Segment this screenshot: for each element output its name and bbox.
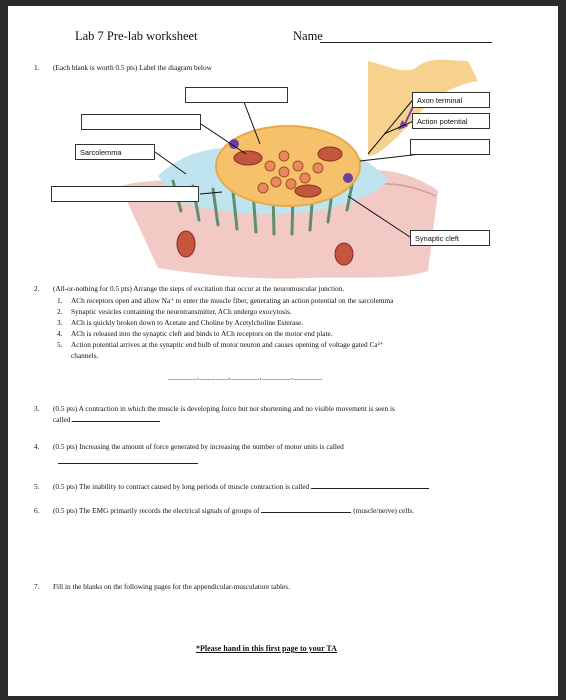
label-blank-top[interactable] xyxy=(185,87,288,103)
q2-step-text: ACh is quickly broken down to Acetate and Choline by Acetylcholine Esterase. xyxy=(71,318,304,327)
q2-text: (All-or-nothing for 0.5 pts) Arrange the steps of excitation that occur at the neuromuscular junction. xyxy=(53,284,345,293)
q5-answer-blank[interactable] xyxy=(311,488,429,489)
q2-answer-blanks[interactable]: _______,_______,_______,_______,_______ xyxy=(168,372,323,381)
q2-step-text: channels. xyxy=(71,351,99,360)
q1-number: 1. xyxy=(34,63,40,72)
q7-number: 7. xyxy=(34,582,40,591)
q1-text: (Each blank is worth 0.5 pts) Label the diagram below xyxy=(53,63,212,72)
q2-step-text: ACh receptors open and allow Na⁺ to enter the muscle fiber, generating an action potential on the sarcolemma xyxy=(71,296,394,305)
worksheet-title: Lab 7 Pre-lab worksheet xyxy=(75,29,198,43)
q3-answer-blank[interactable] xyxy=(72,421,160,422)
q6-suffix: (muscle/nerve) cells. xyxy=(353,506,414,515)
label-sarcolemma: Sarcolemma xyxy=(75,144,155,160)
q2-step-number: 3. xyxy=(57,318,63,327)
q6-text: (0.5 pts) The EMG primarily records the electrical signals of groups of xyxy=(53,506,260,515)
label-blank-left-1[interactable] xyxy=(81,114,201,130)
q4-number: 4. xyxy=(34,442,40,451)
q2-step-text: ACh is released into the synaptic cleft and binds to ACh receptors on the motor end plate. xyxy=(71,329,333,338)
q2-step-number: 5. xyxy=(57,340,63,349)
q3-number: 3. xyxy=(34,404,40,413)
q5-number: 5. xyxy=(34,482,40,491)
q2-number: 2. xyxy=(34,284,40,293)
q5-text: (0.5 pts) The inability to contract caused by long periods of muscle contraction is called xyxy=(53,482,310,491)
label-blank-left-2[interactable] xyxy=(51,186,199,202)
q2-step-number: 2. xyxy=(57,307,63,316)
name-label: Name xyxy=(293,29,323,43)
q2-step-number: 4. xyxy=(57,329,63,338)
q4-text: (0.5 pts) Increasing the amount of force generated by increasing the number of motor units is called xyxy=(53,442,344,451)
label-axon-terminal: Axon terminal xyxy=(412,92,490,108)
footer-note: *Please hand in this first page to your TA xyxy=(196,644,337,653)
worksheet-page xyxy=(8,6,558,696)
q3-text-continued: called xyxy=(53,415,71,424)
q3-text: (0.5 pts) A contraction in which the muscle is developing force but not shortening and no visible movement is seen is xyxy=(53,404,395,413)
q6-number: 6. xyxy=(34,506,40,515)
q6-answer-blank[interactable] xyxy=(261,512,351,513)
q2-step-text: Synaptic vesicles containing the neurotransmitter, ACh undergo exocytosis. xyxy=(71,307,292,316)
label-action-potential: Action potential xyxy=(412,113,490,129)
label-synaptic-cleft: Synaptic cleft xyxy=(410,230,490,246)
q2-step-text: Action potential arrives at the synaptic end bulb of motor neuron and causes opening of voltage gated Ca²⁺ xyxy=(71,340,384,349)
q4-answer-blank[interactable] xyxy=(58,457,198,464)
q2-step-number: 1. xyxy=(57,296,63,305)
q7-text: Fill in the blanks on the following pages for the appendicular-musculature tables. xyxy=(53,582,290,591)
label-blank-right[interactable] xyxy=(410,139,490,155)
